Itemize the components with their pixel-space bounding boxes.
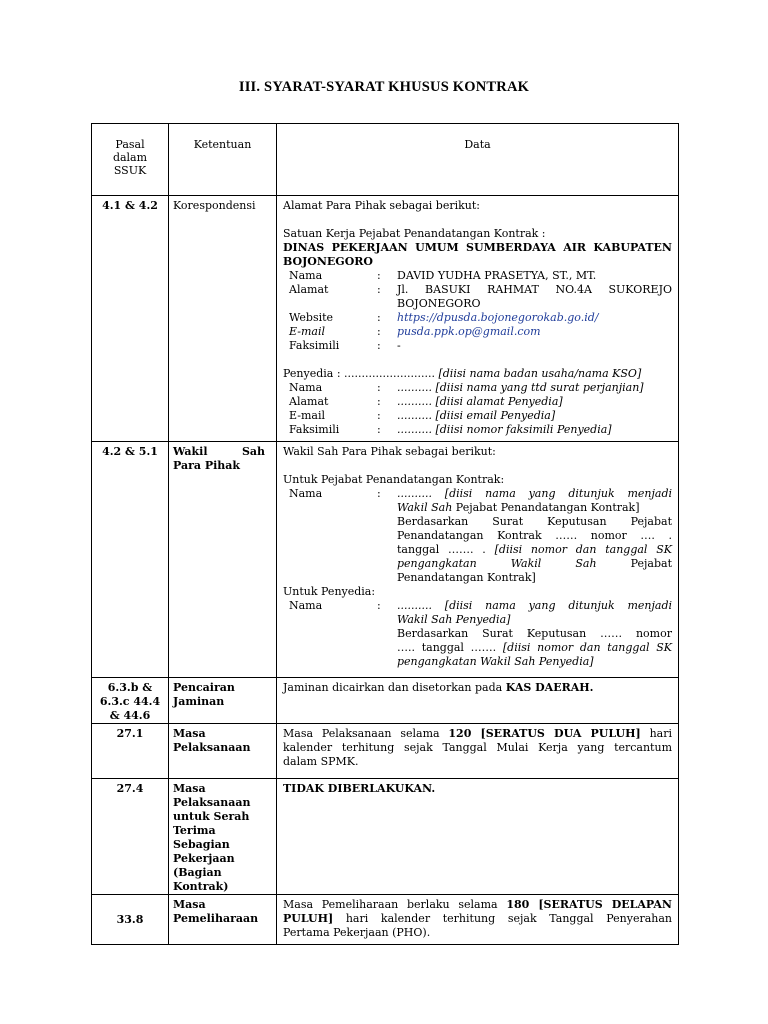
table-row: [92, 196, 679, 442]
pasal-cell: 4.1 & 4.2: [92, 196, 169, 442]
ketentuan-cell: Masa Pelaksanaan: [169, 724, 277, 779]
penyedia-row: Penyedia : .......................... [diisi nama badan usaha/nama KSO]: [283, 367, 642, 380]
ketentuan-cell: Masa Pelaksanaan untuk Serah Terima Sebagian Pekerjaan (Bagian Kontrak): [169, 779, 277, 895]
pasal-cell: 4.2 & 5.1: [92, 442, 169, 678]
nama-row: Nama : DAVID YUDHA PRASETYA, ST., MT.: [289, 269, 597, 282]
p-email-row: E-mail : .......... [diisi email Penyedia]: [289, 409, 556, 422]
data-cell: Masa Pemeliharaan berlaku selama 180 [SERATUS DELAPAN PULUH] hari kalender terhitung sejak Tanggal Penyerahan Pertama Pekerjaan (PHO).: [277, 895, 679, 945]
data-cell: TIDAK DIBERLAKUKAN.: [277, 779, 679, 895]
fax-row: Faksimili : -: [289, 339, 401, 352]
pasal-cell: 27.1: [92, 724, 169, 779]
ppk-nama-row: Nama : .......... [diisi nama yang ditunjuk menjadi Wakil Sah Pejabat Penandatangan Kontrak] Berdasarkan Surat Keputusan Pejabat Penandatangan Kontrak …… nomor …. . tanggal ……. . [diisi nomor dan tanggal SK pengangkatan Wakil Sah Pejabat Penandatangan Kontrak]: [289, 487, 673, 584]
page-title: III. SYARAT-SYARAT KHUSUS KONTRAK: [238, 79, 530, 95]
pasal-cell: 27.4: [92, 779, 169, 895]
header-data: Data: [277, 124, 679, 196]
p-nama-row: Nama : .......... [diisi nama yang ttd surat perjanjian]: [289, 381, 644, 394]
header-pasal: Pasal dalam SSUK: [92, 124, 169, 196]
table-row: [92, 724, 679, 779]
peny-nama-row: Nama : .......... [diisi nama yang ditunjuk menjadi Wakil Sah Penyedia] Berdasarkan Surat Keputusan …… nomor ….. tanggal ……. [diisi nomor dan tanggal SK pengangkatan Wakil Sah Penyedia]: [289, 599, 672, 668]
table-row: [92, 678, 679, 724]
data-cell: Alamat Para Pihak sebagai berikut: Satuan Kerja Pejabat Penandatangan Kontrak : DINAS PEKERJAAN UMUM SUMBERDAYA AIR KABUPATEN BOJONEGORO Nama : DAVID YUDHA PRASETYA, ST., MT. Alamat : Jl. BASUKI RAHMAT NO.4A SUKOREJO BOJONEGORO Website : https://dpusda.bojonegorokab.go.id/ E-mail : pusda.ppk.op@gmail.com Faksimili : - Penyedia : .......................... [diisi nama badan usaha/nama KSO] Nama : .......... [diisi nama yang ttd surat perjanjian] Alamat : .......... [diisi alamat Penyedia] E-mail : .......... [diisi email Penyedia] Faksimili : .......... [diisi nomor faksimili Penyedia]: [277, 196, 679, 442]
data-cell: Wakil Sah Para Pihak sebagai berikut: Untuk Pejabat Penandatangan Kontrak: Nama : .......... [diisi nama yang ditunjuk menjadi Wakil Sah Pejabat Penandatangan Kontrak] Berdasarkan Surat Keputusan Pejabat Penandatangan Kontrak …… nomor …. . tanggal ……. . [diisi nomor dan tanggal SK pengangkatan Wakil Sah Pejabat Penandatangan Kontrak] Untuk Penyedia: Nama : .......... [diisi nama yang ditunjuk menjadi Wakil Sah Penyedia] Berdasarkan Surat Keputusan …… nomor ….. tanggal ……. [diisi nomor dan tanggal SK pengangkatan Wakil Sah Penyedia]: [277, 442, 679, 678]
data-cell: Jaminan dicairkan dan disetorkan pada KAS DAERAH.: [277, 678, 679, 724]
table-header-row: [92, 124, 679, 196]
alamat-row: Alamat : Jl. BASUKI RAHMAT NO.4A SUKOREJO BOJONEGORO: [289, 283, 672, 310]
email-link[interactable]: pusda.ppk.op@gmail.com: [397, 325, 541, 338]
ketentuan-cell: Pencairan Jaminan: [169, 678, 277, 724]
ssuk-table: [91, 123, 679, 945]
ketentuan-cell: Wakil Sah Para Pihak: [169, 442, 277, 678]
email-row: E-mail : pusda.ppk.op@gmail.com: [283, 325, 672, 339]
website-row: Website : https://dpusda.bojonegorokab.go.id/: [283, 311, 672, 325]
data-cell: Masa Pelaksanaan selama 120 [SERATUS DUA PULUH] hari kalender terhitung sejak Tanggal Mulai Kerja yang tercantum dalam SPMK.: [277, 724, 679, 779]
table-row: [92, 779, 679, 895]
header-ketentuan: Ketentuan: [169, 124, 277, 196]
ketentuan-cell: Masa Pemeliharaan: [169, 895, 277, 945]
p-alamat-row: Alamat : .......... [diisi alamat Penyedia]: [289, 395, 563, 408]
pasal-cell: 33.8: [92, 895, 169, 945]
table-row: [92, 442, 679, 678]
table-row: [92, 895, 679, 945]
ketentuan-cell: Korespondensi: [169, 196, 277, 442]
pasal-cell: 6.3.b & 6.3.c 44.4 & 44.6: [92, 678, 169, 724]
p-fax-row: Faksimili : .......... [diisi nomor faksimili Penyedia]: [289, 423, 612, 436]
website-link[interactable]: https://dpusda.bojonegorokab.go.id/: [397, 311, 599, 324]
